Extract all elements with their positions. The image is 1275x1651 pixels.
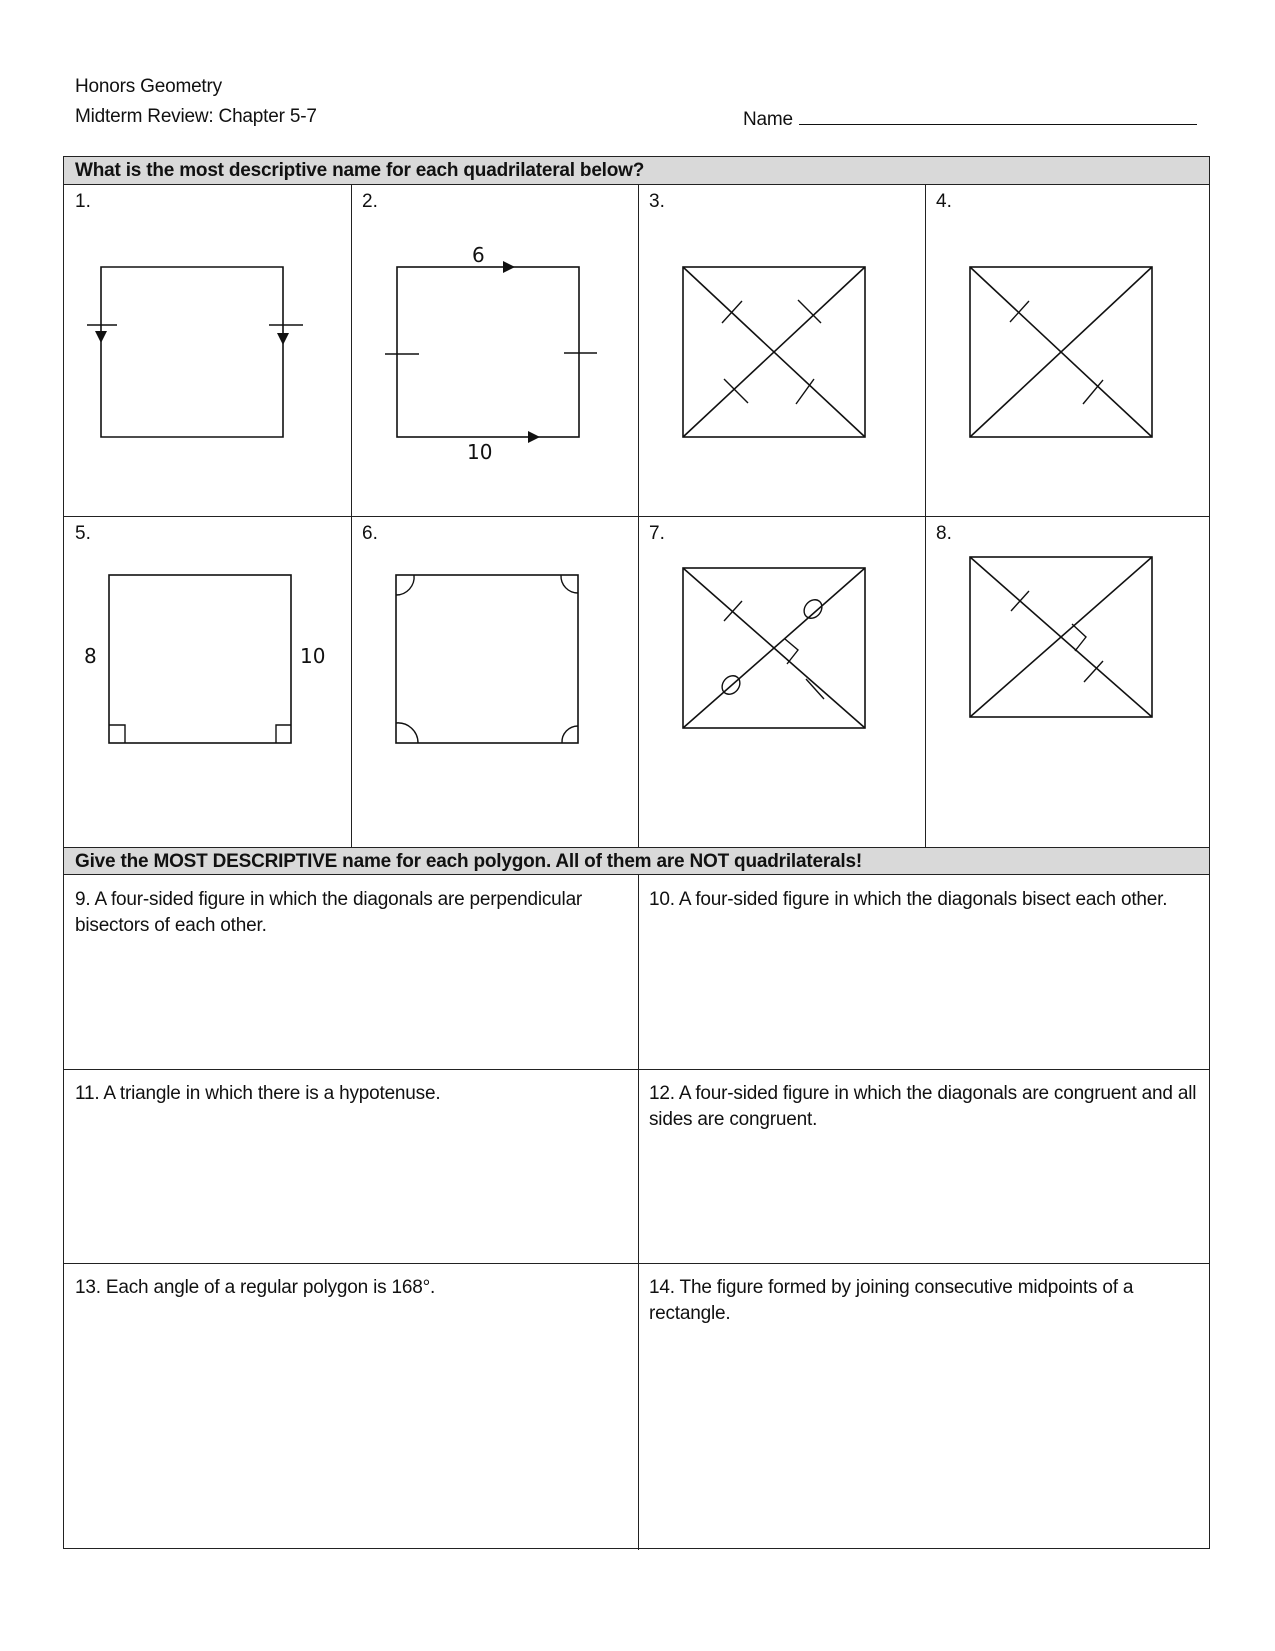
figure-cell-2 xyxy=(351,185,638,516)
question-cell-11 xyxy=(64,1069,638,1263)
figure-number: 4. xyxy=(936,191,952,212)
question-12: 12. A four-sided figure in which the diagonals are congruent and all sides are congruent. xyxy=(649,1083,1197,1130)
name-field[interactable] xyxy=(743,106,1197,131)
side-label-top: 6 xyxy=(472,243,485,267)
figure-number: 8. xyxy=(936,523,952,544)
figure-6-rectangle-angles xyxy=(351,517,638,847)
side-label-bottom: 10 xyxy=(467,440,493,464)
figure-cell-6 xyxy=(351,517,638,847)
question-13: 13. Each angle of a regular polygon is 168°. xyxy=(75,1277,436,1298)
figure-number: 5. xyxy=(75,523,91,544)
question-cell-13 xyxy=(64,1263,638,1550)
figure-8-rhombus xyxy=(925,517,1211,847)
question-14: 14. The figure formed by joining consecutive midpoints of a rectangle. xyxy=(649,1277,1134,1324)
figure-cell-8 xyxy=(925,517,1211,847)
question-cell-12 xyxy=(638,1069,1211,1263)
figure-number: 3. xyxy=(649,191,665,212)
figure-1-trapezoid xyxy=(64,185,351,516)
figure-cell-1 xyxy=(64,185,351,516)
figure-cell-4 xyxy=(925,185,1211,516)
question-9: 9. A four-sided figure in which the diagonals are perpendicular bisectors of each other. xyxy=(75,889,583,936)
name-label: Name xyxy=(743,109,793,130)
figure-4-diagonals xyxy=(925,185,1211,516)
figure-5-trapezoid xyxy=(64,517,351,847)
figure-cell-7 xyxy=(638,517,925,847)
course-title: Honors Geometry xyxy=(75,76,222,97)
question-cell-14 xyxy=(638,1263,1211,1550)
side-label-right: 10 xyxy=(300,644,326,668)
figure-3-diagonals xyxy=(638,185,925,516)
figure-2-parallelogram xyxy=(351,185,638,516)
side-label-left: 8 xyxy=(84,644,97,668)
figure-cell-3 xyxy=(638,185,925,516)
figure-7-kite xyxy=(638,517,925,847)
section1-instruction: What is the most descriptive name for each quadrilateral below? xyxy=(64,157,1209,185)
worksheet-subtitle: Midterm Review: Chapter 5-7 xyxy=(75,106,317,127)
worksheet-table xyxy=(63,156,1210,1549)
question-11: 11. A triangle in which there is a hypotenuse. xyxy=(75,1083,441,1104)
question-10: 10. A four-sided figure in which the diagonals bisect each other. xyxy=(649,889,1168,910)
name-blank[interactable] xyxy=(799,106,1197,125)
figure-number: 6. xyxy=(362,523,378,544)
question-cell-9 xyxy=(64,875,638,1069)
figure-cell-5 xyxy=(64,517,351,847)
section2-instruction: Give the MOST DESCRIPTIVE name for each polygon. All of them are NOT quadrilaterals! xyxy=(64,847,1209,875)
figure-number: 2. xyxy=(362,191,378,212)
figure-number: 1. xyxy=(75,191,91,212)
figure-number: 7. xyxy=(649,523,665,544)
question-cell-10 xyxy=(638,875,1211,1069)
